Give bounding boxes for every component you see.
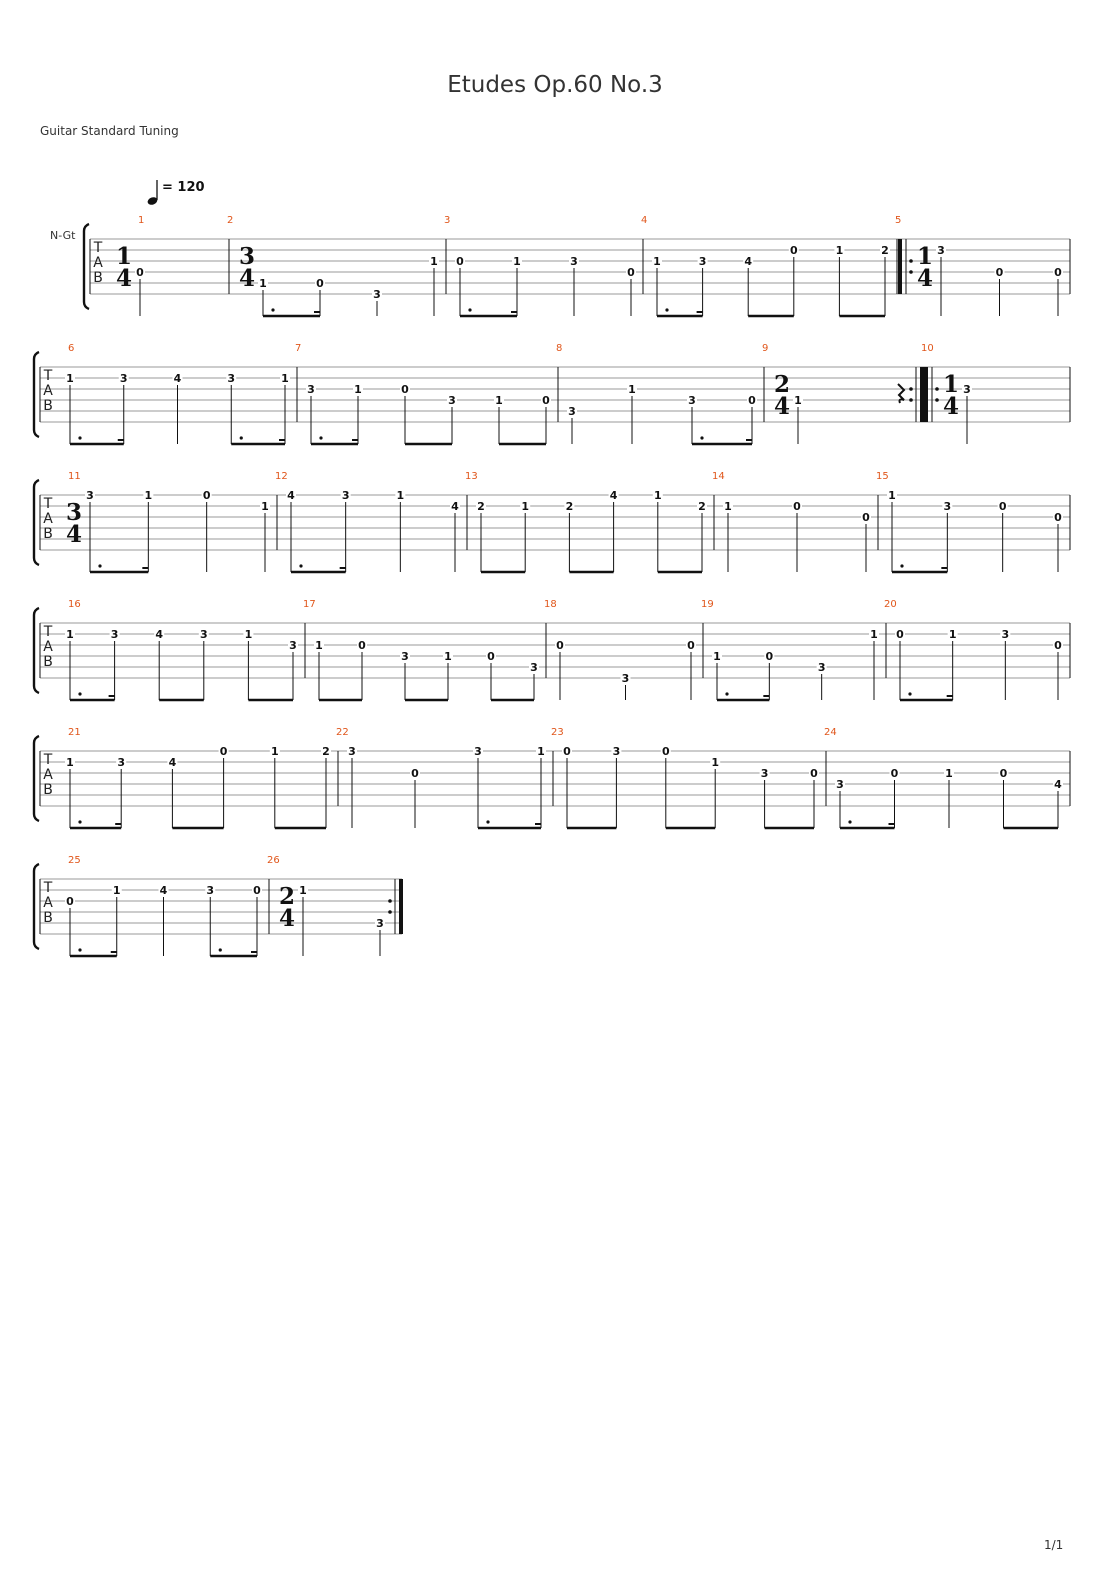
tab-clef-letter: B xyxy=(43,398,53,414)
tab-clef-letter: T xyxy=(43,752,53,768)
fret-number: 2 xyxy=(565,500,574,513)
fret-number: 3 xyxy=(289,639,297,652)
repeat-dot xyxy=(388,899,392,903)
fret-number: 3 xyxy=(836,778,844,791)
fret-number: 3 xyxy=(376,917,384,930)
bar-number: 4 xyxy=(641,215,648,226)
repeat-dot xyxy=(935,398,939,402)
time-signature-bottom: 4 xyxy=(916,265,934,292)
time-signature-bottom: 4 xyxy=(773,393,791,420)
fret-number: 4 xyxy=(451,500,459,513)
fret-number: 0 xyxy=(765,650,774,663)
bar-number: 10 xyxy=(921,343,934,354)
fret-number: 3 xyxy=(373,288,381,301)
fret-number: 0 xyxy=(253,884,261,897)
fret-number: 3 xyxy=(570,255,578,268)
fret-number: 1 xyxy=(495,394,503,407)
rhythm-dot xyxy=(78,948,81,951)
fret-number: 0 xyxy=(687,639,695,652)
tempo-marking: = 120 xyxy=(162,180,205,195)
tab-clef-letter: T xyxy=(43,368,53,384)
bar-number: 15 xyxy=(876,471,889,482)
time-signature-top: 1 xyxy=(115,243,133,270)
repeat-dot xyxy=(909,398,913,402)
rhythm-dot xyxy=(848,820,851,823)
fret-number: 3 xyxy=(227,372,236,385)
rhythm-dot xyxy=(900,564,903,567)
fret-number: 1 xyxy=(396,489,405,502)
rhythm-dot xyxy=(700,436,703,439)
fret-number: 0 xyxy=(219,745,228,758)
fret-number: 4 xyxy=(744,255,753,268)
fret-number: 1 xyxy=(444,650,452,663)
fret-number: 1 xyxy=(244,628,253,641)
fret-number: 1 xyxy=(261,500,269,513)
fret-number: 2 xyxy=(322,745,330,758)
tab-clef-letter: A xyxy=(43,511,53,527)
tab-clef-letter: T xyxy=(93,240,103,256)
fret-number: 1 xyxy=(888,489,896,502)
fret-number: 3 xyxy=(474,745,482,758)
fret-number: 0 xyxy=(411,767,419,780)
fret-number: 0 xyxy=(556,639,564,652)
time-signature-bottom: 4 xyxy=(278,905,296,932)
fret-number: 0 xyxy=(661,745,670,758)
rhythm-dot xyxy=(908,692,911,695)
bar-number: 7 xyxy=(295,343,302,354)
tab-clef-letter: A xyxy=(43,383,53,399)
bar-number: 17 xyxy=(303,599,316,610)
fret-number: 0 xyxy=(401,383,409,396)
rhythm-dot xyxy=(78,436,81,439)
repeat-dot xyxy=(909,259,913,263)
bar-number: 9 xyxy=(762,343,769,354)
fret-number: 0 xyxy=(793,500,801,513)
fret-number: 0 xyxy=(862,511,870,524)
fret-number: 4 xyxy=(1054,778,1062,791)
tab-system xyxy=(34,727,1070,828)
bar-number: 22 xyxy=(336,727,349,738)
bar-number: 21 xyxy=(68,727,81,738)
page-number: 1/1 xyxy=(1044,1538,1064,1552)
fret-number: 1 xyxy=(259,277,267,290)
fret-number: 3 xyxy=(943,500,952,513)
bar-number: 14 xyxy=(712,471,725,482)
repeat-dot xyxy=(935,387,939,391)
tab-system xyxy=(34,855,402,956)
track-name: N-Gt xyxy=(50,229,76,242)
rhythm-dot xyxy=(468,308,471,311)
fret-number: 3 xyxy=(307,383,315,396)
fret-number: 3 xyxy=(963,383,971,396)
quarter-rest xyxy=(898,384,904,403)
bar-number: 18 xyxy=(544,599,557,610)
fret-number: 1 xyxy=(948,628,957,641)
fret-number: 0 xyxy=(789,244,798,257)
bar-number: 1 xyxy=(138,215,145,226)
fret-number: 0 xyxy=(66,895,74,908)
fret-number: 3 xyxy=(119,372,128,385)
fret-number: 3 xyxy=(568,405,576,418)
fret-number: 1 xyxy=(653,255,661,268)
tab-clef-letter: A xyxy=(43,639,53,655)
fret-number: 1 xyxy=(66,628,74,641)
fret-number: 1 xyxy=(66,756,74,769)
time-signature-top: 3 xyxy=(65,499,83,526)
fret-number: 1 xyxy=(794,394,802,407)
rhythm-dot xyxy=(219,948,222,951)
rhythm-dot xyxy=(319,436,322,439)
rhythm-dot xyxy=(78,820,81,823)
fret-number: 1 xyxy=(299,884,307,897)
time-signature-top: 1 xyxy=(942,371,960,398)
fret-number: 1 xyxy=(711,756,720,769)
system-bracket xyxy=(34,736,39,821)
fret-number: 4 xyxy=(287,489,295,502)
fret-number: 1 xyxy=(354,383,362,396)
fret-number: 0 xyxy=(896,628,904,641)
system-bracket xyxy=(34,864,39,949)
fret-number: 1 xyxy=(628,383,636,396)
tab-system xyxy=(84,215,1070,316)
fret-number: 1 xyxy=(66,372,74,385)
fret-number: 3 xyxy=(688,394,696,407)
fret-number: 3 xyxy=(199,628,208,641)
tab-system xyxy=(34,471,1070,572)
fret-number: 1 xyxy=(112,884,121,897)
time-signature-top: 3 xyxy=(238,243,256,270)
fret-number: 1 xyxy=(945,767,953,780)
fret-number: 1 xyxy=(144,489,153,502)
fret-number: 0 xyxy=(998,500,1007,513)
fret-number: 3 xyxy=(698,255,707,268)
fret-number: 1 xyxy=(281,372,289,385)
repeat-dot xyxy=(909,270,913,274)
fret-number: 0 xyxy=(627,266,635,279)
fret-number: 3 xyxy=(206,884,215,897)
fret-number: 2 xyxy=(881,244,889,257)
fret-number: 1 xyxy=(315,639,323,652)
fret-number: 0 xyxy=(358,639,366,652)
bar-number: 12 xyxy=(275,471,288,482)
bar-number: 13 xyxy=(465,471,478,482)
time-signature-bottom: 4 xyxy=(942,393,960,420)
system-bracket xyxy=(34,608,39,693)
tab-clef-letter: A xyxy=(43,895,53,911)
fret-number: 0 xyxy=(995,266,1004,279)
bar-number: 16 xyxy=(68,599,81,610)
tab-clef-letter: A xyxy=(93,255,103,271)
tab-clef-letter: B xyxy=(43,782,53,798)
fret-number: 0 xyxy=(316,277,324,290)
tab-clef-letter: T xyxy=(43,496,53,512)
rhythm-dot xyxy=(98,564,101,567)
time-signature-top: 2 xyxy=(278,883,296,910)
fret-number: 1 xyxy=(870,628,878,641)
fret-number: 1 xyxy=(270,745,279,758)
tab-clef-letter: B xyxy=(93,270,103,286)
fret-number: 0 xyxy=(202,489,211,502)
bar-number: 8 xyxy=(556,343,563,354)
rhythm-dot xyxy=(240,436,243,439)
fret-number: 1 xyxy=(713,650,721,663)
fret-number: 1 xyxy=(537,745,545,758)
fret-number: 3 xyxy=(612,745,621,758)
fret-number: 3 xyxy=(110,628,119,641)
bar-number: 2 xyxy=(227,215,234,226)
repeat-dot xyxy=(909,387,913,391)
fret-number: 4 xyxy=(155,628,164,641)
rhythm-dot xyxy=(486,820,489,823)
tab-clef-letter: T xyxy=(43,880,53,896)
rhythm-dot xyxy=(299,564,302,567)
system-bracket xyxy=(34,352,39,437)
fret-number: 0 xyxy=(136,266,144,279)
bar-number: 25 xyxy=(68,855,81,866)
bar-number: 3 xyxy=(444,215,451,226)
fret-number: 2 xyxy=(698,500,706,513)
tab-clef-letter: B xyxy=(43,654,53,670)
fret-number: 0 xyxy=(456,255,464,268)
tab-system xyxy=(34,599,1070,700)
fret-number: 3 xyxy=(86,489,94,502)
fret-number: 3 xyxy=(401,650,409,663)
fret-number: 1 xyxy=(521,500,530,513)
rhythm-dot xyxy=(725,692,728,695)
fret-number: 0 xyxy=(810,767,818,780)
fret-number: 3 xyxy=(117,756,126,769)
fret-number: 1 xyxy=(724,500,732,513)
system-bracket xyxy=(34,480,39,565)
fret-number: 1 xyxy=(653,489,662,502)
bar-number: 19 xyxy=(701,599,714,610)
fret-number: 3 xyxy=(341,489,350,502)
song-title: Etudes Op.60 No.3 xyxy=(447,72,663,98)
rhythm-dot xyxy=(271,308,274,311)
fret-number: 3 xyxy=(1001,628,1010,641)
fret-number: 2 xyxy=(477,500,485,513)
fret-number: 0 xyxy=(487,650,495,663)
fret-number: 3 xyxy=(937,244,945,257)
time-signature-bottom: 4 xyxy=(115,265,133,292)
fret-number: 4 xyxy=(159,884,168,897)
bar-number: 6 xyxy=(68,343,75,354)
tab-clef-letter: T xyxy=(43,624,53,640)
time-signature-bottom: 4 xyxy=(238,265,256,292)
fret-number: 0 xyxy=(999,767,1008,780)
tab-clef-letter: B xyxy=(43,910,53,926)
fret-number: 1 xyxy=(835,244,844,257)
bar-number: 20 xyxy=(884,599,897,610)
bar-number: 11 xyxy=(68,471,81,482)
time-signature-bottom: 4 xyxy=(65,521,83,548)
time-signature-top: 2 xyxy=(773,371,791,398)
tab-clef-letter: A xyxy=(43,767,53,783)
system-bracket xyxy=(84,224,89,309)
fret-number: 3 xyxy=(817,661,826,674)
fret-number: 0 xyxy=(563,745,571,758)
fret-number: 1 xyxy=(513,255,521,268)
fret-number: 3 xyxy=(530,661,538,674)
bar-number: 5 xyxy=(895,215,902,226)
fret-number: 4 xyxy=(168,756,177,769)
bar-number: 24 xyxy=(824,727,837,738)
fret-number: 3 xyxy=(348,745,356,758)
fret-number: 4 xyxy=(609,489,618,502)
fret-number: 3 xyxy=(621,672,630,685)
tab-clef-letter: B xyxy=(43,526,53,542)
bar-number: 26 xyxy=(267,855,280,866)
fret-number: 3 xyxy=(760,767,769,780)
time-signature-top: 1 xyxy=(916,243,934,270)
fret-number: 3 xyxy=(448,394,456,407)
repeat-dot xyxy=(388,910,392,914)
fret-number: 0 xyxy=(1054,266,1062,279)
fret-number: 4 xyxy=(173,372,182,385)
fret-number: 1 xyxy=(430,255,438,268)
bar-number: 23 xyxy=(551,727,564,738)
tuning-label: Guitar Standard Tuning xyxy=(40,124,179,138)
tab-system xyxy=(34,343,1070,444)
fret-number: 0 xyxy=(1054,639,1062,652)
fret-number: 0 xyxy=(890,767,899,780)
rhythm-dot xyxy=(665,308,668,311)
fret-number: 0 xyxy=(1054,511,1062,524)
rhythm-dot xyxy=(78,692,81,695)
fret-number: 0 xyxy=(748,394,756,407)
fret-number: 0 xyxy=(542,394,550,407)
